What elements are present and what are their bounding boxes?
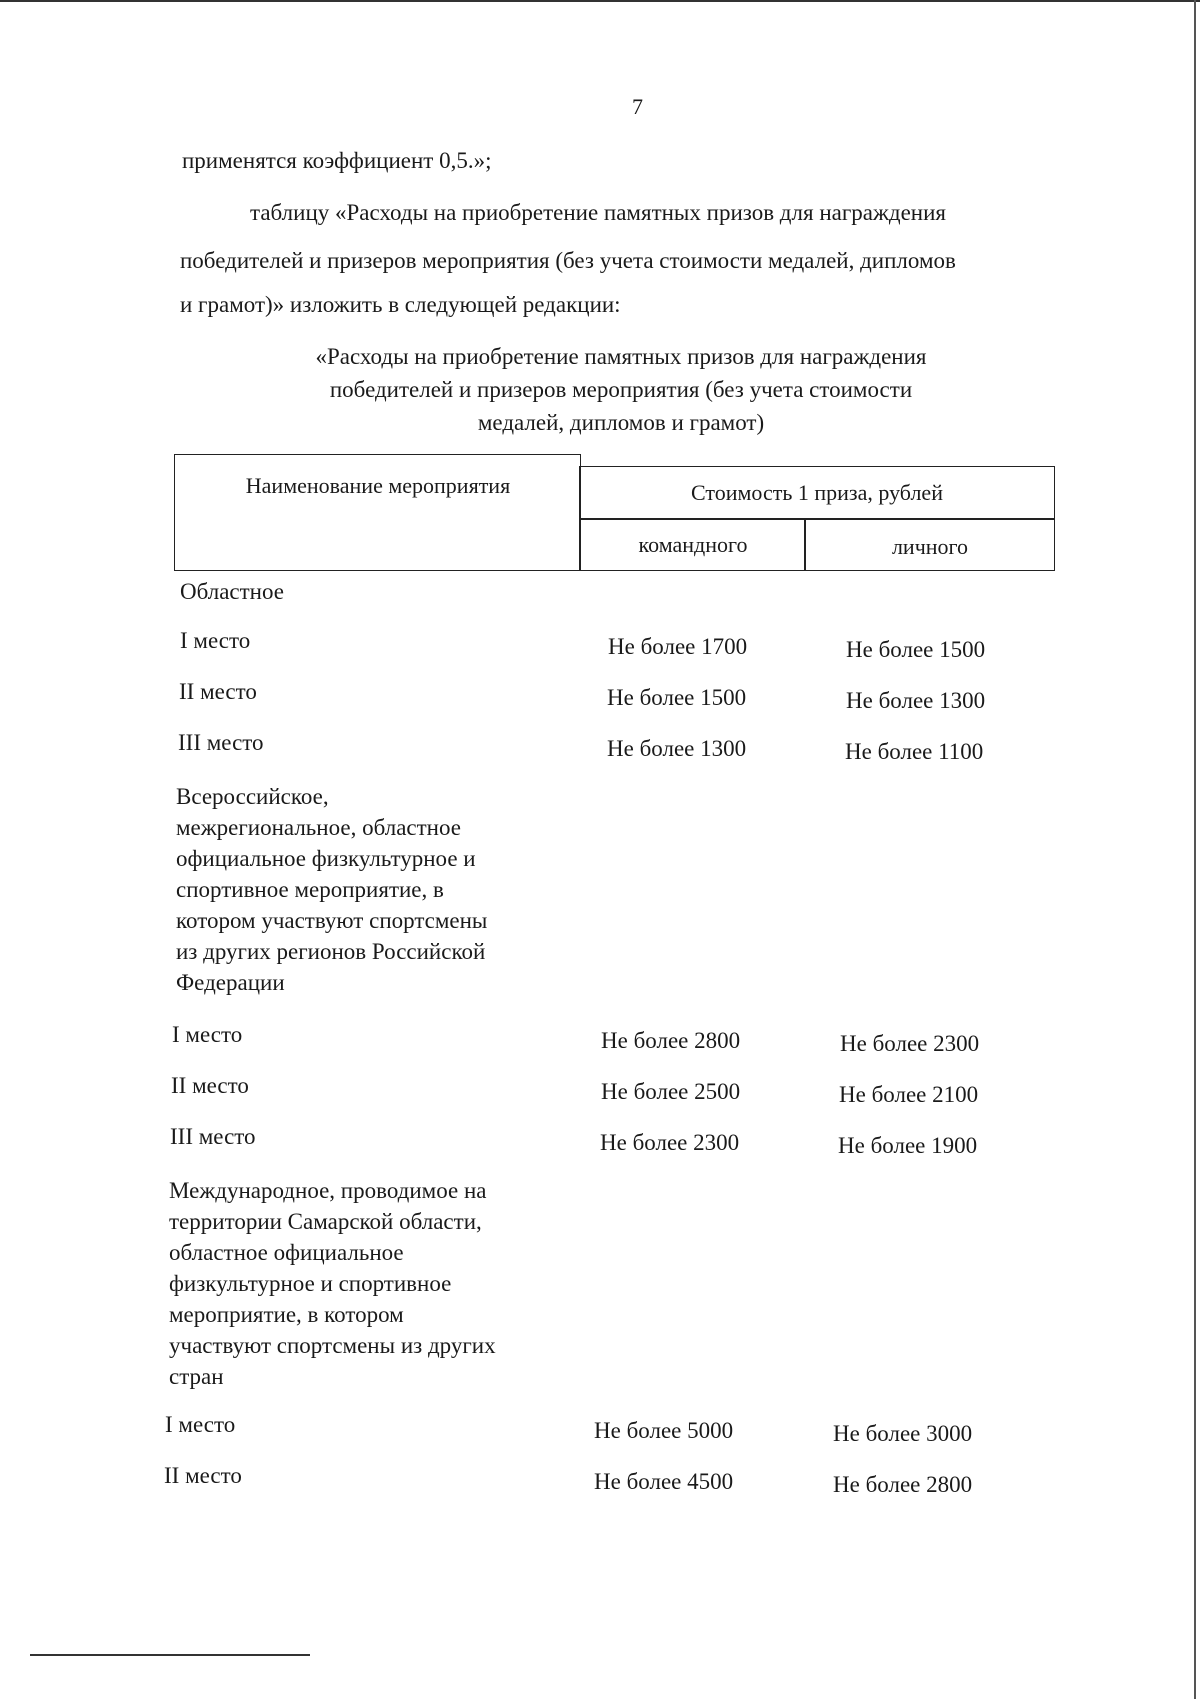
category-name-line: Федерации (176, 970, 285, 995)
category-name-line: официальное физкультурное и (176, 846, 476, 871)
table-title-line-3: медалей, дипломов и грамот) (477, 410, 765, 435)
row-personal-value: Не более 2300 (840, 1031, 980, 1056)
row-personal-value: Не более 2800 (833, 1472, 973, 1497)
category-regional (180, 576, 580, 607)
header-event-name: Наименование мероприятия (245, 473, 511, 498)
row-personal-value: Не более 3000 (833, 1421, 973, 1446)
row-team-value: Не более 2500 (601, 1079, 741, 1104)
row-place: I место (165, 1412, 236, 1437)
row-personal-value: Не более 2100 (839, 1082, 979, 1107)
header-cost: Стоимость 1 приза, рублей (691, 480, 943, 505)
category-name-line: участвуют спортсмены из других (169, 1333, 496, 1358)
row-personal-value: Не более 1300 (846, 688, 986, 713)
table-title-line-2: победителей и призеров мероприятия (без учета стоимости (329, 377, 913, 402)
category-all-russian (176, 781, 576, 998)
scan-border-right (1194, 0, 1196, 1699)
row-team-value: Не более 4500 (594, 1469, 734, 1494)
row-place: III место (170, 1124, 256, 1149)
intro-line-1: применятся коэффициент 0,5.»; (182, 148, 492, 173)
intro-line-2: таблицу «Расходы на приобретение памятных призов для награждения (250, 200, 946, 225)
row-personal-value: Не более 1100 (845, 739, 984, 764)
category-name-line: физкультурное и спортивное (169, 1271, 452, 1296)
header-team: командного (638, 532, 748, 557)
row-team-value: Не более 5000 (594, 1418, 734, 1443)
intro-line-3: победителей и призеров мероприятия (без учета стоимости медалей, дипломов (180, 248, 956, 273)
category-name-line: мероприятие, в котором (169, 1302, 404, 1327)
row-team-value: Не более 2300 (600, 1130, 740, 1155)
category-name-line: стран (169, 1364, 224, 1389)
row-place: II место (164, 1463, 242, 1488)
header-cell-event-name (174, 454, 581, 571)
scan-border-top (0, 0, 1200, 2)
category-name-line: областное официальное (169, 1240, 404, 1265)
row-place: III место (178, 730, 264, 755)
category-international (169, 1175, 569, 1392)
category-name-line: территории Самарской области, (169, 1209, 482, 1234)
category-name-line: из других регионов Российской (176, 939, 486, 964)
footnote-separator (30, 1654, 310, 1656)
page-number: 7 (632, 94, 643, 119)
row-place: II место (179, 679, 257, 704)
row-place: I место (180, 628, 251, 653)
table-title-line-1: «Расходы на приобретение памятных призов для награждения (315, 344, 927, 369)
row-team-value: Не более 1700 (608, 634, 748, 659)
row-place: II место (171, 1073, 249, 1098)
table-title (240, 340, 1002, 439)
row-team-value: Не более 1300 (607, 736, 747, 761)
intro-line-4: и грамот)» изложить в следующей редакции: (180, 292, 621, 317)
category-name-line: котором участвуют спортсмены (176, 908, 488, 933)
row-team-value: Не более 1500 (607, 685, 747, 710)
header-personal: личного (891, 534, 969, 559)
row-personal-value: Не более 1900 (838, 1133, 978, 1158)
row-team-value: Не более 2800 (601, 1028, 741, 1053)
category-name-line: межрегиональное, областное (176, 815, 461, 840)
row-personal-value: Не более 1500 (846, 637, 986, 662)
category-name-line: спортивное мероприятие, в (176, 877, 444, 902)
category-name-line: Всероссийское, (176, 784, 329, 809)
category-name-line: Областное (180, 579, 284, 604)
row-place: I место (172, 1022, 243, 1047)
category-name-line: Международное, проводимое на (169, 1178, 487, 1203)
